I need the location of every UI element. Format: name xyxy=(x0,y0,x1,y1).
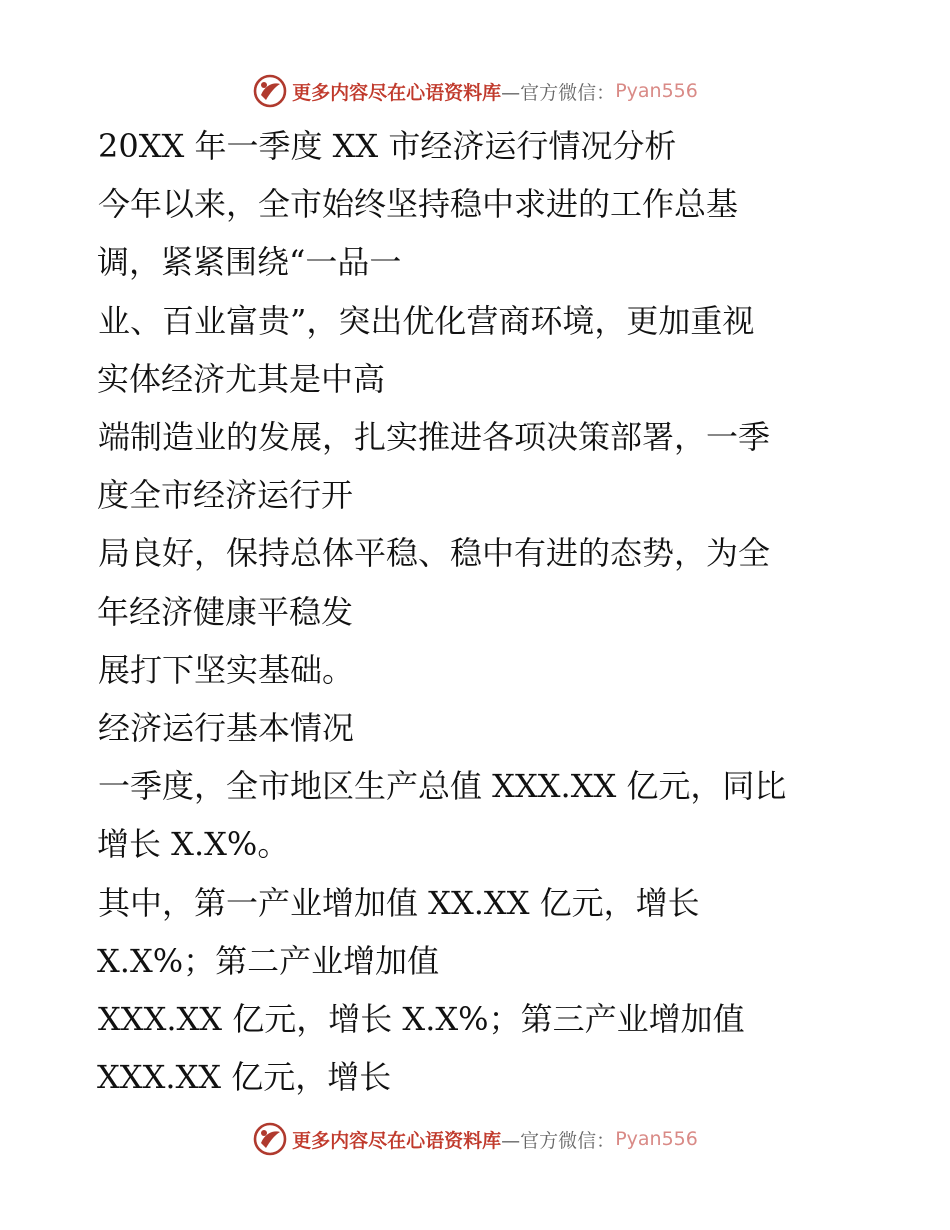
text-line: 调，紧紧围绕“一品一 xyxy=(97,243,402,282)
text-line: 度全市经济运行开 xyxy=(97,476,354,515)
text-line: 实体经济尤其是中高 xyxy=(97,359,386,398)
watermark-main-text: 更多内容尽在心语资料库 xyxy=(292,81,502,104)
watermark-sub-text: —官方微信： xyxy=(501,81,616,104)
text-line: 业、百业富贵”，突出优化营商环境，更加重视 xyxy=(98,301,755,340)
watermark-account-text: Pyan556 xyxy=(615,1128,698,1150)
watermark-main-text: 更多内容尽在心语资料库 xyxy=(292,1129,502,1152)
text-line: 其中，第一产业增加值 XX.XX 亿元，增长 xyxy=(98,883,700,922)
text-line: 端制造业的发展，扎实推进各项决策部署，一季 xyxy=(98,418,771,456)
watermark-footer xyxy=(0,1119,950,1159)
text-line: 今年以来，全市始终坚持稳中求进的工作总基 xyxy=(98,185,739,224)
text-line: 一季度，全市地区生产总值 XXX.XX 亿元，同比 xyxy=(98,767,787,806)
seal-logo-icon xyxy=(252,73,288,109)
seal-logo-icon xyxy=(252,1121,288,1157)
text-line: 局良好，保持总体平稳、稳中有进的态势，为全 xyxy=(98,534,771,573)
text-line: X.X%；第二产业增加值 xyxy=(97,941,440,980)
text-line: XXX.XX 亿元，增长 X.X%；第三产业增加值 xyxy=(98,1000,745,1038)
text-line: XXX.XX 亿元，增长 xyxy=(97,1058,392,1097)
watermark-account-text: Pyan556 xyxy=(615,80,698,102)
text-line: 年经济健康平稳发 xyxy=(97,592,354,631)
text-line: 展打下坚实基础。 xyxy=(98,650,355,689)
text-line: 经济运行基本情况 xyxy=(98,709,355,747)
document-title: 20XX 年一季度 XX 市经济运行情况分析 xyxy=(98,127,677,165)
watermark-header xyxy=(0,71,950,111)
watermark-sub-text: —官方微信： xyxy=(501,1129,616,1152)
text-line: 增长 X.X%。 xyxy=(97,825,290,864)
